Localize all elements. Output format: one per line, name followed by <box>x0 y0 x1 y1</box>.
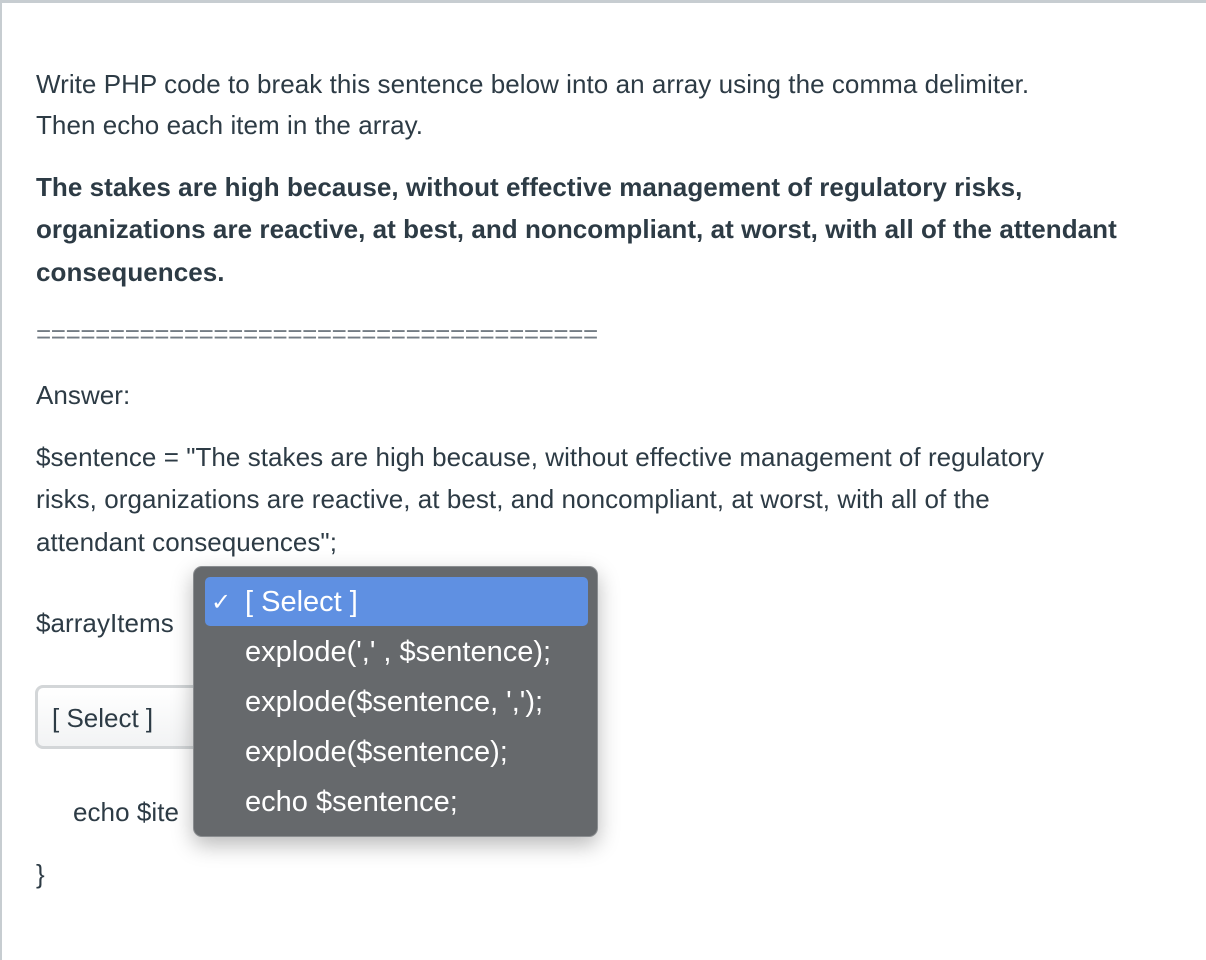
dropdown-options-menu <box>193 566 598 837</box>
dropdown-option-label: explode($sentence); <box>245 736 508 768</box>
question-text-line-1: Write PHP code to break this sentence below into an array using the comma delimiter. <box>36 69 1030 99</box>
checkmark-icon: ✓ <box>211 588 232 616</box>
dropdown-option-explode-sentence-comma[interactable] <box>205 677 588 726</box>
dropdown-option-label: explode($sentence, ','); <box>245 686 544 718</box>
code-sentence-line-2: risks, organizations are reactive, at best, and noncompliant, at worst, with all of the <box>36 484 990 514</box>
dropdown-option-label: [ Select ] <box>245 586 358 618</box>
dropdown-option-explode-comma-sentence[interactable] <box>205 627 588 676</box>
blank-select-value: [ Select ] <box>52 703 154 733</box>
code-array-items-prefix: $arrayItems <box>36 608 174 638</box>
code-echo-prefix: echo $ite <box>73 797 179 827</box>
sentence-bold-line-2: organizations are reactive, at best, and noncompliant, at worst, with all of the attendant <box>36 214 1117 244</box>
code-sentence-line-1: $sentence = "The stakes are high because, without effective management of regulatory <box>36 442 1045 472</box>
dropdown-option-select-placeholder[interactable] <box>205 577 588 626</box>
dropdown-option-label: explode(',' , $sentence); <box>245 636 552 668</box>
sentence-bold-line-1: The stakes are high because, without effective management of regulatory risks, <box>36 172 1023 202</box>
dropdown-option-echo-sentence[interactable] <box>205 777 588 826</box>
separator-line: ====================================== <box>36 319 598 349</box>
sentence-bold-line-3: consequences. <box>36 257 225 287</box>
code-sentence-line-3: attendant consequences"; <box>36 527 337 557</box>
dropdown-option-explode-sentence[interactable] <box>205 727 588 776</box>
answer-label: Answer: <box>36 380 131 410</box>
question-text-line-2: Then echo each item in the array. <box>36 110 424 140</box>
code-closing-brace: } <box>36 859 45 889</box>
dropdown-option-label: echo $sentence; <box>245 786 458 818</box>
